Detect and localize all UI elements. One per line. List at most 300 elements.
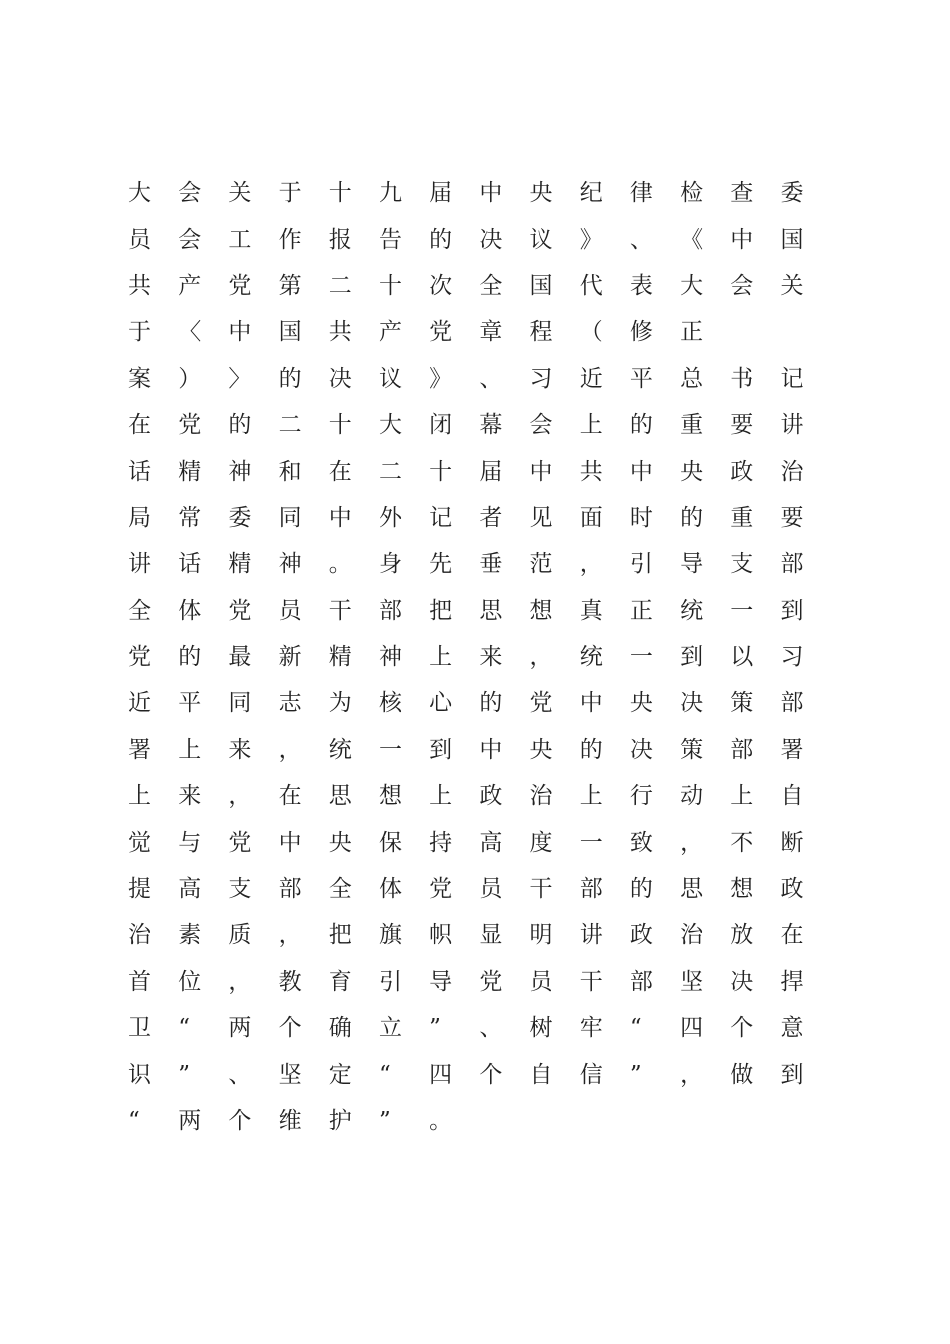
text-char: 〈 xyxy=(178,319,202,346)
text-char: 委 xyxy=(780,180,804,207)
text-char: 第 xyxy=(278,272,302,299)
text-char: 行 xyxy=(629,783,653,810)
text-char: 会 xyxy=(730,272,754,299)
text-char: 部 xyxy=(378,597,402,624)
text-char: 二 xyxy=(278,412,302,439)
text-char: 的 xyxy=(579,736,603,763)
text-char: 牢 xyxy=(579,1015,603,1042)
text-char: 干 xyxy=(579,968,603,995)
text-char: 面 xyxy=(579,504,603,531)
text-char: 捍 xyxy=(780,968,804,995)
text-char: 信 xyxy=(579,1061,603,1088)
text-char: 次 xyxy=(429,272,453,299)
text-char: ” xyxy=(378,1108,391,1134)
text-char: 员 xyxy=(479,876,503,903)
text-char: 树 xyxy=(529,1015,553,1042)
text-char: 统 xyxy=(680,597,704,624)
text-line xyxy=(128,680,818,726)
text-char: 政 xyxy=(730,458,754,485)
text-char: 共 xyxy=(128,272,151,299)
text-line xyxy=(128,1098,818,1144)
text-char: 治 xyxy=(529,783,553,810)
text-char: ， xyxy=(529,644,553,671)
text-char: 到 xyxy=(780,597,804,624)
text-char: 中 xyxy=(228,319,252,346)
text-char: 署 xyxy=(128,736,151,763)
text-char: 意 xyxy=(780,1015,804,1042)
text-char: 自 xyxy=(780,783,804,810)
text-char: 引 xyxy=(378,968,402,995)
text-char: 查 xyxy=(730,180,754,207)
text-char: 同 xyxy=(278,504,302,531)
text-char: 央 xyxy=(629,690,653,717)
text-char: 一 xyxy=(378,736,402,763)
text-char: 治 xyxy=(680,922,704,949)
text-char: 大 xyxy=(128,180,151,207)
text-char: 讲 xyxy=(579,922,603,949)
text-line xyxy=(128,588,818,634)
text-char: 位 xyxy=(178,968,202,995)
text-char: 把 xyxy=(328,922,352,949)
text-char: 九 xyxy=(378,180,402,207)
text-char: 外 xyxy=(378,504,402,531)
text-char: 把 xyxy=(429,597,453,624)
text-char: 部 xyxy=(278,876,302,903)
text-char: 要 xyxy=(730,412,754,439)
text-char: 决 xyxy=(730,968,754,995)
text-char: 部 xyxy=(780,551,804,578)
text-char: 十 xyxy=(378,272,402,299)
text-char: 检 xyxy=(680,180,704,207)
text-char: 的 xyxy=(479,690,503,717)
text-char: 决 xyxy=(680,690,704,717)
text-char: 以 xyxy=(730,644,754,671)
text-char: 作 xyxy=(278,226,302,253)
text-char: 身 xyxy=(378,551,402,578)
text-char: 员 xyxy=(278,597,302,624)
text-char: 识 xyxy=(128,1061,151,1088)
text-char: “ xyxy=(178,1015,190,1042)
text-line xyxy=(128,356,818,402)
text-char: 思 xyxy=(680,876,704,903)
text-char: 央 xyxy=(529,736,553,763)
text-char: 个 xyxy=(278,1015,302,1042)
text-char: 引 xyxy=(629,551,653,578)
text-char: 神 xyxy=(378,644,402,671)
text-char: 记 xyxy=(429,504,453,531)
text-char: 高 xyxy=(479,829,503,856)
text-char: 闭 xyxy=(429,412,453,439)
text-char: 会 xyxy=(178,180,202,207)
text-char: 关 xyxy=(228,180,252,207)
text-char: 来 xyxy=(228,736,252,763)
text-char: “ xyxy=(128,1108,140,1134)
text-char: 十 xyxy=(328,412,352,439)
text-char: 记 xyxy=(780,365,804,392)
text-char: 中 xyxy=(629,458,653,485)
text-char: 《 xyxy=(680,226,704,253)
text-char: 一 xyxy=(730,597,754,624)
text-char: 与 xyxy=(178,829,202,856)
text-char: 议 xyxy=(378,365,402,392)
text-char: 思 xyxy=(328,783,352,810)
text-char: 律 xyxy=(629,180,653,207)
text-char: 立 xyxy=(378,1015,402,1042)
text-char: ， xyxy=(680,829,704,856)
text-char: 育 xyxy=(328,968,352,995)
text-char: 的 xyxy=(178,644,202,671)
text-char: 总 xyxy=(680,365,704,392)
text-char: 、 xyxy=(479,365,503,392)
text-char: 旗 xyxy=(378,922,402,949)
text-line xyxy=(128,1051,818,1097)
text-char: 重 xyxy=(680,412,704,439)
text-char: 部 xyxy=(730,736,754,763)
text-char: 动 xyxy=(680,783,704,810)
text-char: 上 xyxy=(429,783,453,810)
text-char: ） xyxy=(178,365,202,392)
text-line xyxy=(128,1005,818,1051)
text-line xyxy=(128,634,818,680)
text-char: 十 xyxy=(429,458,453,485)
text-char: 四 xyxy=(680,1015,704,1042)
text-char: 正 xyxy=(680,319,704,346)
text-char: 委 xyxy=(228,504,252,531)
text-char: 于 xyxy=(278,180,302,207)
text-char: 精 xyxy=(228,551,252,578)
text-char: 中 xyxy=(278,829,302,856)
text-char: 署 xyxy=(780,736,804,763)
text-char: 维 xyxy=(278,1108,302,1134)
text-char: ， xyxy=(278,736,302,763)
text-char: 中 xyxy=(730,226,754,253)
text-char: 导 xyxy=(429,968,453,995)
text-char: 显 xyxy=(479,922,503,949)
text-char: 明 xyxy=(529,922,553,949)
text-char: 来 xyxy=(178,783,202,810)
text-char: 党 xyxy=(228,829,252,856)
text-char: 国 xyxy=(278,319,302,346)
text-char: 员 xyxy=(128,226,151,253)
text-char: 放 xyxy=(730,922,754,949)
text-char: 习 xyxy=(529,365,553,392)
text-char: 的 xyxy=(629,876,653,903)
text-char: 上 xyxy=(579,412,603,439)
text-char: ， xyxy=(579,551,603,578)
text-char: 上 xyxy=(429,644,453,671)
text-char: 习 xyxy=(780,644,804,671)
text-char: 全 xyxy=(328,876,352,903)
text-char: 心 xyxy=(429,690,453,717)
text-char: 度 xyxy=(529,829,553,856)
text-char: 两 xyxy=(228,1015,252,1042)
text-char: 先 xyxy=(429,551,453,578)
text-char: 的 xyxy=(629,412,653,439)
text-char: 中 xyxy=(328,504,352,531)
text-line xyxy=(128,541,818,587)
text-char: 不 xyxy=(730,829,754,856)
text-char: 央 xyxy=(328,829,352,856)
text-char: 正 xyxy=(629,597,653,624)
text-char: 。 xyxy=(328,551,352,578)
text-char: 四 xyxy=(429,1061,453,1088)
text-char: （ xyxy=(579,319,603,346)
text-char: 坚 xyxy=(278,1061,302,1088)
text-char: 到 xyxy=(680,644,704,671)
text-char: 体 xyxy=(178,597,202,624)
text-char: 到 xyxy=(429,736,453,763)
text-char: 话 xyxy=(128,458,151,485)
text-char: 、 xyxy=(228,1061,252,1088)
text-char: 共 xyxy=(328,319,352,346)
text-char: 二 xyxy=(378,458,402,485)
text-char: 在 xyxy=(780,922,804,949)
text-char: 一 xyxy=(579,829,603,856)
text-char: 党 xyxy=(228,272,252,299)
text-char: 大 xyxy=(378,412,402,439)
text-char: 中 xyxy=(479,180,503,207)
text-char: 最 xyxy=(228,644,252,671)
text-char: 在 xyxy=(328,458,352,485)
text-char: 书 xyxy=(730,365,754,392)
text-char: 在 xyxy=(128,412,151,439)
text-char: 策 xyxy=(730,690,754,717)
text-line xyxy=(128,263,818,309)
text-char: 同 xyxy=(228,690,252,717)
text-char: 志 xyxy=(278,690,302,717)
text-char: 报 xyxy=(328,226,352,253)
text-line xyxy=(128,170,818,216)
text-char: 部 xyxy=(629,968,653,995)
text-char: 、 xyxy=(629,226,653,253)
text-char: 定 xyxy=(328,1061,352,1088)
text-char: 政 xyxy=(479,783,503,810)
text-char: 局 xyxy=(128,504,151,531)
text-line xyxy=(128,727,818,773)
text-char: 会 xyxy=(529,412,553,439)
text-char: 高 xyxy=(178,876,202,903)
text-char: 》 xyxy=(579,226,603,253)
text-char: 共 xyxy=(579,458,603,485)
text-char: 程 xyxy=(529,319,553,346)
text-char: 致 xyxy=(629,829,653,856)
text-char: 为 xyxy=(328,690,352,717)
text-char: 一 xyxy=(629,644,653,671)
text-char: 近 xyxy=(579,365,603,392)
text-char: ， xyxy=(278,922,302,949)
text-char: 上 xyxy=(128,783,151,810)
text-char: 》 xyxy=(429,365,453,392)
text-char: 到 xyxy=(780,1061,804,1088)
text-char: 二 xyxy=(328,272,352,299)
text-char: 坚 xyxy=(680,968,704,995)
text-char: 提 xyxy=(128,876,151,903)
text-char: 想 xyxy=(730,876,754,903)
text-char: 神 xyxy=(278,551,302,578)
text-char: 卫 xyxy=(128,1015,151,1042)
text-char: 〉 xyxy=(228,365,252,392)
text-char: 素 xyxy=(178,922,202,949)
text-char: 员 xyxy=(529,968,553,995)
text-char: 想 xyxy=(378,783,402,810)
text-char: 的 xyxy=(429,226,453,253)
text-char: 部 xyxy=(579,876,603,903)
text-char: 个 xyxy=(730,1015,754,1042)
text-char: 的 xyxy=(228,412,252,439)
text-char: 产 xyxy=(378,319,402,346)
text-char: 工 xyxy=(228,226,252,253)
text-char: 导 xyxy=(680,551,704,578)
text-char: 届 xyxy=(479,458,503,485)
text-char: 平 xyxy=(178,690,202,717)
text-char: 干 xyxy=(328,597,352,624)
text-char: 告 xyxy=(378,226,402,253)
text-char: 保 xyxy=(378,829,402,856)
text-line xyxy=(128,495,818,541)
text-char: 治 xyxy=(780,458,804,485)
text-char: 见 xyxy=(529,504,553,531)
text-char: 统 xyxy=(328,736,352,763)
text-line xyxy=(128,773,818,819)
text-char: 确 xyxy=(328,1015,352,1042)
text-line xyxy=(128,216,818,262)
text-char: 表 xyxy=(629,272,653,299)
text-char: 话 xyxy=(178,551,202,578)
text-char: 在 xyxy=(278,783,302,810)
text-char: ” xyxy=(629,1061,642,1088)
text-char: 平 xyxy=(629,365,653,392)
text-char: 神 xyxy=(228,458,252,485)
text-char: 中 xyxy=(579,690,603,717)
text-char: 者 xyxy=(479,504,503,531)
text-char: 决 xyxy=(328,365,352,392)
text-char: 首 xyxy=(128,968,151,995)
text-char: 统 xyxy=(579,644,603,671)
text-char: 支 xyxy=(730,551,754,578)
text-char: 党 xyxy=(228,597,252,624)
text-char: 讲 xyxy=(128,551,151,578)
text-char: 新 xyxy=(278,644,302,671)
text-line xyxy=(128,402,818,448)
text-char: 议 xyxy=(529,226,553,253)
text-char: 和 xyxy=(278,458,302,485)
text-char: ， xyxy=(228,968,252,995)
text-char: ， xyxy=(680,1061,704,1088)
text-char: 护 xyxy=(328,1108,352,1134)
text-char: 代 xyxy=(579,272,603,299)
text-char: 精 xyxy=(328,644,352,671)
text-char: 的 xyxy=(680,504,704,531)
text-char: 治 xyxy=(128,922,151,949)
text-char: 真 xyxy=(579,597,603,624)
text-char: 央 xyxy=(680,458,704,485)
text-char: 上 xyxy=(730,783,754,810)
text-char: 常 xyxy=(178,504,202,531)
body-text xyxy=(128,170,818,1144)
text-char: 断 xyxy=(780,829,804,856)
text-char: 时 xyxy=(629,504,653,531)
text-char: 做 xyxy=(730,1061,754,1088)
text-line xyxy=(128,819,818,865)
text-char: 精 xyxy=(178,458,202,485)
text-char: 政 xyxy=(780,876,804,903)
text-char: 教 xyxy=(278,968,302,995)
text-char: 支 xyxy=(228,876,252,903)
text-char: ” xyxy=(178,1061,190,1088)
text-char: 届 xyxy=(429,180,453,207)
text-char: 央 xyxy=(529,180,553,207)
text-line xyxy=(128,959,818,1005)
text-char: 十 xyxy=(328,180,352,207)
text-char: 党 xyxy=(429,876,453,903)
text-char: 思 xyxy=(479,597,503,624)
text-char: 中 xyxy=(529,458,553,485)
text-char: 质 xyxy=(228,922,252,949)
text-char: 体 xyxy=(378,876,402,903)
text-char: 上 xyxy=(579,783,603,810)
text-char: 国 xyxy=(780,226,804,253)
text-line xyxy=(128,309,818,355)
text-char: 案 xyxy=(128,365,151,392)
text-char: 来 xyxy=(479,644,503,671)
text-char: 、 xyxy=(479,1015,503,1042)
text-char: 国 xyxy=(529,272,553,299)
text-char: 全 xyxy=(128,597,151,624)
text-char: 纪 xyxy=(579,180,603,207)
text-char: 垂 xyxy=(479,551,503,578)
text-char: 党 xyxy=(479,968,503,995)
text-char: 觉 xyxy=(128,829,151,856)
text-char: 全 xyxy=(479,272,503,299)
text-char: 修 xyxy=(629,319,653,346)
text-char: 范 xyxy=(529,551,553,578)
text-char: 自 xyxy=(529,1061,553,1088)
text-char: 中 xyxy=(479,736,503,763)
text-char: 干 xyxy=(529,876,553,903)
text-char: 政 xyxy=(629,922,653,949)
text-char: 党 xyxy=(128,644,151,671)
text-char: 个 xyxy=(479,1061,503,1088)
text-char: ” xyxy=(429,1015,441,1042)
text-char: 会 xyxy=(178,226,202,253)
text-char: 帜 xyxy=(429,922,453,949)
text-char: 决 xyxy=(479,226,503,253)
text-line xyxy=(128,912,818,958)
text-char: 章 xyxy=(479,319,503,346)
text-char: 关 xyxy=(780,272,804,299)
text-char: 部 xyxy=(780,690,804,717)
text-char: 讲 xyxy=(780,412,804,439)
text-line xyxy=(128,448,818,494)
text-char: “ xyxy=(629,1015,642,1042)
text-char: 党 xyxy=(529,690,553,717)
text-char: 于 xyxy=(128,319,151,346)
text-char: 党 xyxy=(429,319,453,346)
text-char: ， xyxy=(228,783,252,810)
text-char: 幕 xyxy=(479,412,503,439)
text-line xyxy=(128,866,818,912)
text-char: 。 xyxy=(429,1108,453,1134)
text-char: 核 xyxy=(378,690,402,717)
text-char: 上 xyxy=(178,736,202,763)
text-char: 近 xyxy=(128,690,151,717)
text-char: 的 xyxy=(278,365,302,392)
text-char: 个 xyxy=(228,1108,252,1134)
text-char: 持 xyxy=(429,829,453,856)
text-char: 策 xyxy=(680,736,704,763)
text-char: 党 xyxy=(178,412,202,439)
text-char: 想 xyxy=(529,597,553,624)
